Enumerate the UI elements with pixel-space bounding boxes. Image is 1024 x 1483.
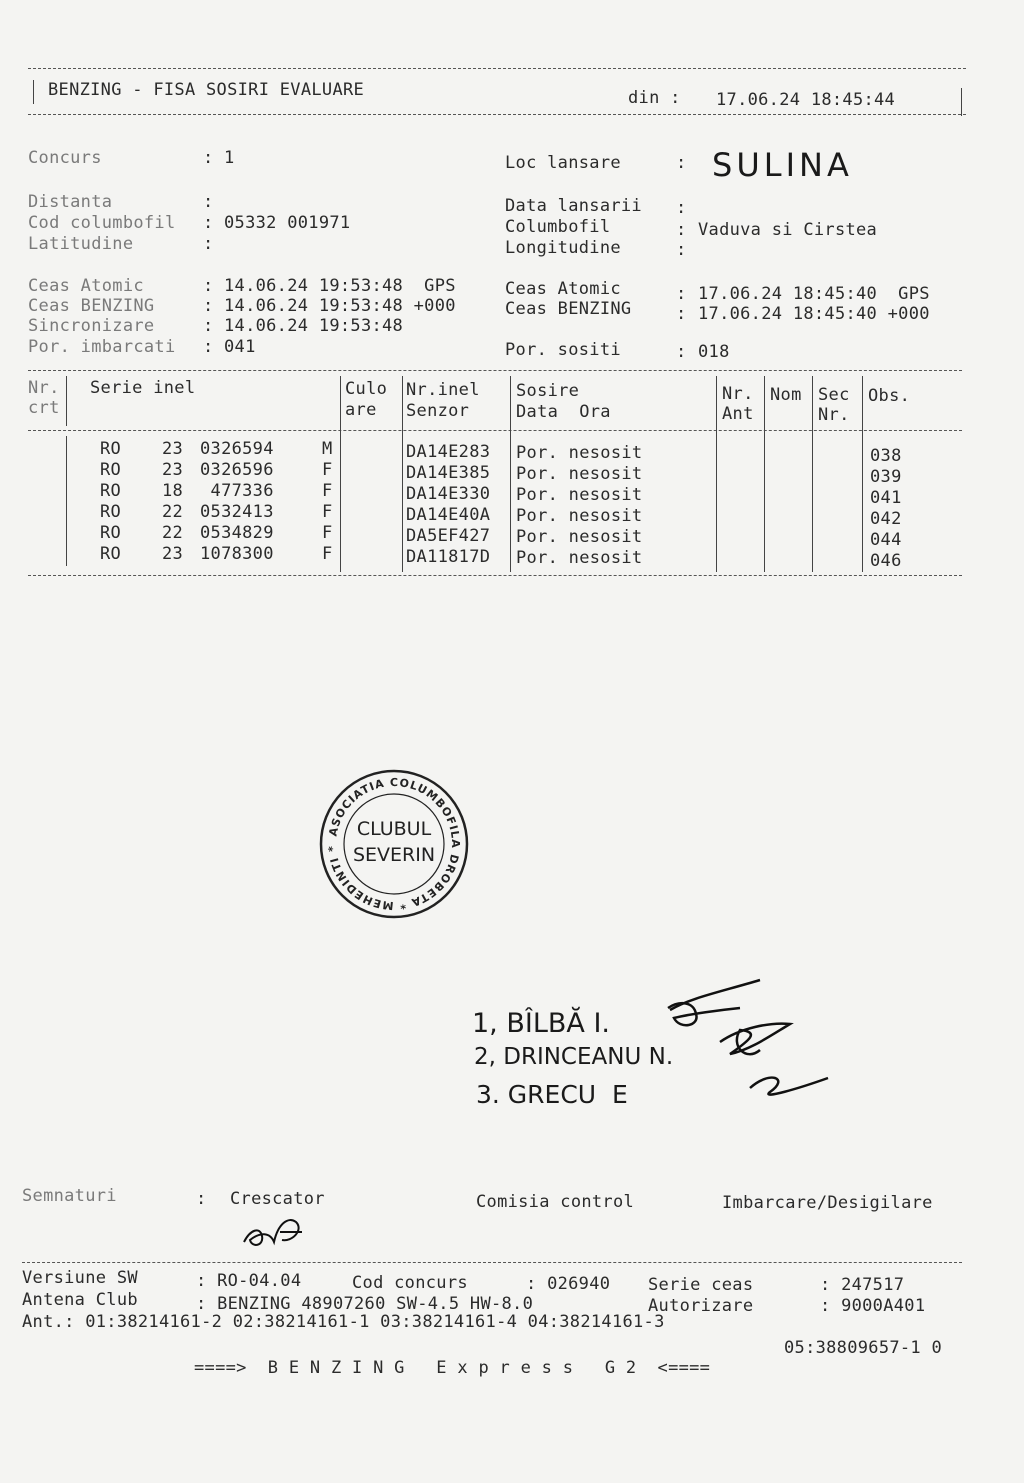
row-obs: 038 bbox=[870, 446, 902, 466]
row-obs: 039 bbox=[870, 467, 902, 487]
row-obs: 044 bbox=[870, 530, 902, 550]
serie-ceas-label: Serie ceas bbox=[648, 1275, 754, 1295]
concurs-label: Concurs bbox=[28, 148, 102, 168]
row-sensor: DA5EF427 bbox=[406, 526, 491, 546]
cod-concurs-label: Cod concurs bbox=[352, 1273, 468, 1293]
semnaturi-label: Semnaturi bbox=[22, 1186, 117, 1206]
serie-ceas-value: : 247517 bbox=[820, 1275, 905, 1295]
col-sep-nrinel bbox=[510, 376, 511, 572]
row-country: RO bbox=[100, 523, 122, 543]
header-nr-crt-2: crt bbox=[28, 398, 60, 418]
crescator-signature-icon bbox=[240, 1212, 320, 1254]
header-left-border bbox=[33, 80, 34, 104]
versiune-label: Versiune SW bbox=[22, 1268, 138, 1288]
row-year: 23 bbox=[162, 460, 184, 480]
row-arrival: Por. nesosit bbox=[516, 464, 643, 484]
row-ring: 0326596 bbox=[200, 460, 274, 480]
ceas-atomic-right-label: Ceas Atomic bbox=[505, 279, 621, 299]
imbarcare-label: Imbarcare/Desigilare bbox=[722, 1193, 933, 1213]
columbofil-sep: : bbox=[676, 220, 687, 240]
row-sex: F bbox=[322, 544, 333, 564]
ceas-benzing-right-sep: : bbox=[676, 304, 687, 324]
row-obs: 046 bbox=[870, 551, 902, 571]
cod-columbofil-label: Cod columbofil bbox=[28, 213, 176, 233]
club-stamp bbox=[318, 768, 470, 920]
row-arrival: Por. nesosit bbox=[516, 443, 643, 463]
row-ring: 0534829 bbox=[200, 523, 274, 543]
footer-rule bbox=[22, 1262, 962, 1263]
row-sex: F bbox=[322, 460, 333, 480]
por-imbarcati-sep: : bbox=[203, 337, 214, 357]
row-ring: 0532413 bbox=[200, 502, 274, 522]
ceas-benzing-sep: : bbox=[203, 296, 214, 316]
ceas-atomic-right-sep: : bbox=[676, 284, 687, 304]
header-bottom-rule bbox=[28, 114, 966, 115]
row-sensor: DA14E283 bbox=[406, 442, 491, 462]
row-year: 22 bbox=[162, 523, 184, 543]
loc-lansare-handwritten: SULINA bbox=[712, 146, 853, 184]
ceas-atomic-label: Ceas Atomic bbox=[28, 276, 144, 296]
distanta-label: Distanta bbox=[28, 192, 113, 212]
autorizare-label: Autorizare bbox=[648, 1296, 754, 1316]
por-sositi-value: 018 bbox=[698, 342, 730, 362]
antenna-line-2: 05:38809657-1 0 bbox=[784, 1338, 943, 1358]
comisia-control-label: Comisia control bbox=[476, 1192, 635, 1212]
ceas-atomic-right-value: 17.06.24 18:45:40 GPS bbox=[698, 284, 930, 304]
table-header-rule bbox=[28, 430, 962, 431]
data-lansarii-label: Data lansarii bbox=[505, 196, 642, 216]
loc-lansare-sep: : bbox=[676, 153, 687, 173]
row-obs: 042 bbox=[870, 509, 902, 529]
row-ring: 1078300 bbox=[200, 544, 274, 564]
sincronizare-value: 14.06.24 19:53:48 bbox=[224, 316, 404, 336]
row-year: 22 bbox=[162, 502, 184, 522]
antena-label: Antena Club bbox=[22, 1290, 138, 1310]
brand-line: ====> B E N Z I N G E x p r e s s G 2 <==== bbox=[194, 1358, 711, 1378]
stamp-line2: SEVERIN bbox=[352, 844, 436, 866]
data-lansarii-sep: : bbox=[676, 198, 687, 218]
row-sex: M bbox=[322, 439, 333, 459]
ceas-benzing-right-value: 17.06.24 18:45:40 +000 bbox=[698, 304, 930, 324]
col-sep-sosire bbox=[716, 376, 717, 572]
row-sex: F bbox=[322, 481, 333, 501]
handwritten-name-1: 1, BÎLBĂ I. bbox=[472, 1008, 610, 1039]
row-country: RO bbox=[100, 481, 122, 501]
row-sex: F bbox=[322, 523, 333, 543]
col-sep-culoare bbox=[402, 376, 403, 572]
row-arrival: Por. nesosit bbox=[516, 527, 643, 547]
header-sosire-2: Data Ora bbox=[516, 402, 611, 422]
por-imbarcati-value: 041 bbox=[224, 337, 256, 357]
ceas-atomic-value: 14.06.24 19:53:48 GPS bbox=[224, 276, 456, 296]
table-bottom-rule bbox=[28, 575, 962, 576]
semnaturi-sep: : bbox=[196, 1189, 207, 1209]
header-serie-inel: Serie inel bbox=[90, 378, 196, 398]
row-sensor: DA14E40A bbox=[406, 505, 491, 525]
row-ring: 477336 bbox=[200, 481, 274, 501]
signature-scribble-icon bbox=[660, 970, 860, 1110]
header-nr-ant-2: Ant bbox=[722, 404, 754, 424]
antena-value: : BENZING 48907260 SW-4.5 HW-8.0 bbox=[196, 1294, 534, 1314]
row-year: 23 bbox=[162, 544, 184, 564]
row-sensor: DA14E330 bbox=[406, 484, 491, 504]
ceas-benzing-right-label: Ceas BENZING bbox=[505, 299, 632, 319]
document-title: BENZING - FISA SOSIRI EVALUARE bbox=[48, 80, 365, 100]
ceas-atomic-sep: : bbox=[203, 276, 214, 296]
latitudine-sep: : bbox=[203, 234, 214, 254]
header-nr-ant-1: Nr. bbox=[722, 384, 754, 404]
row-year: 18 bbox=[162, 481, 184, 501]
columbofil-label: Columbofil bbox=[505, 217, 611, 237]
por-imbarcati-label: Por. imbarcati bbox=[28, 337, 176, 357]
header-obs: Obs. bbox=[868, 386, 911, 406]
handwritten-name-2: 2, DRINCEANU N. bbox=[474, 1044, 674, 1070]
loc-lansare-label: Loc lansare bbox=[505, 153, 621, 173]
header-top-rule bbox=[28, 68, 966, 69]
header-nr-inel-1: Nr.inel bbox=[406, 380, 480, 400]
ceas-benzing-value: 14.06.24 19:53:48 +000 bbox=[224, 296, 456, 316]
row-arrival: Por. nesosit bbox=[516, 548, 643, 568]
cod-concurs-value: : 026940 bbox=[526, 1274, 611, 1294]
row-ring: 0326594 bbox=[200, 439, 274, 459]
cod-columbofil-value: 05332 001971 bbox=[224, 213, 351, 233]
por-sositi-sep: : bbox=[676, 342, 687, 362]
autorizare-value: : 9000A401 bbox=[820, 1296, 926, 1316]
header-nr-inel-2: Senzor bbox=[406, 401, 470, 421]
stamp-line1: CLUBUL bbox=[356, 818, 432, 840]
stamp-outer-text: ASOCIATIA COLUMBOFILA DROBETA * MEHEDINTI * bbox=[325, 775, 463, 913]
header-date: 17.06.24 18:45:44 bbox=[716, 90, 896, 110]
row-country: RO bbox=[100, 460, 122, 480]
header-din-label: din : bbox=[628, 88, 681, 108]
row-country: RO bbox=[100, 544, 122, 564]
col-sep-nr bbox=[66, 376, 67, 426]
header-culoare-2: are bbox=[345, 400, 377, 420]
row-arrival: Por. nesosit bbox=[516, 506, 643, 526]
row-year: 23 bbox=[162, 439, 184, 459]
row-sex: F bbox=[322, 502, 333, 522]
row-sensor: DA11817D bbox=[406, 547, 491, 567]
ceas-benzing-label: Ceas BENZING bbox=[28, 296, 155, 316]
row-sensor: DA14E385 bbox=[406, 463, 491, 483]
header-sec-nr-1: Sec bbox=[818, 385, 850, 405]
col-sep-nom bbox=[812, 376, 813, 572]
header-sec-nr-2: Nr. bbox=[818, 405, 850, 425]
table-top-rule bbox=[28, 370, 962, 371]
handwritten-name-3: 3. GRECU E bbox=[476, 1080, 628, 1109]
col-sep-sec bbox=[862, 376, 863, 572]
header-culoare-1: Culo bbox=[345, 379, 388, 399]
header-sosire-1: Sosire bbox=[516, 381, 580, 401]
col-sep-ant bbox=[764, 376, 765, 572]
header-right-border bbox=[961, 88, 962, 116]
concurs-value: 1 bbox=[224, 148, 235, 168]
row-left-border bbox=[66, 436, 67, 566]
concurs-sep: : bbox=[203, 148, 214, 168]
sincronizare-sep: : bbox=[203, 316, 214, 336]
row-obs: 041 bbox=[870, 488, 902, 508]
columbofil-value: Vaduva si Cirstea bbox=[698, 220, 878, 240]
cod-columbofil-sep: : bbox=[203, 213, 214, 233]
col-sep-serie bbox=[340, 376, 341, 572]
latitudine-label: Latitudine bbox=[28, 234, 134, 254]
sincronizare-label: Sincronizare bbox=[28, 316, 155, 336]
longitudine-label: Longitudine bbox=[505, 238, 621, 258]
header-nr-crt-1: Nr. bbox=[28, 378, 60, 398]
row-country: RO bbox=[100, 439, 122, 459]
antenna-line: Ant.: 01:38214161-2 02:38214161-1 03:38214161-4 04:38214161-3 bbox=[22, 1312, 665, 1332]
versiune-value: : RO-04.04 bbox=[196, 1271, 302, 1291]
por-sositi-label: Por. sositi bbox=[505, 340, 621, 360]
distanta-sep: : bbox=[203, 192, 214, 212]
longitudine-sep: : bbox=[676, 240, 687, 260]
crescator-label: Crescator bbox=[230, 1189, 325, 1209]
header-nom: Nom bbox=[770, 385, 802, 405]
row-arrival: Por. nesosit bbox=[516, 485, 643, 505]
row-country: RO bbox=[100, 502, 122, 522]
